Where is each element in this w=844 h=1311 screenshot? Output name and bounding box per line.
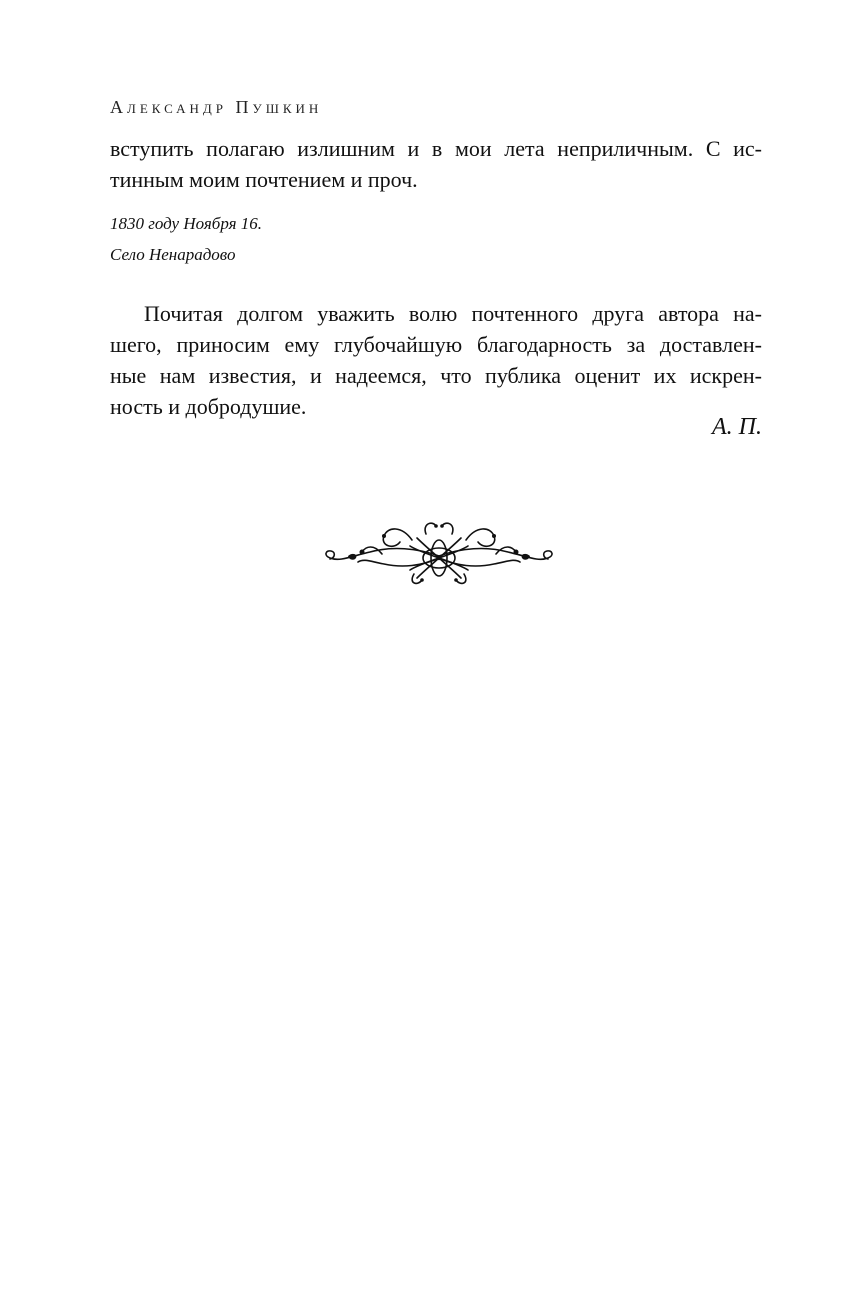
running-head: Александр Пушкин [110,97,323,117]
text-line: Почитая долгом уважить волю почтенного друга автора на- [144,301,762,326]
text-line: ность и добродушие. [110,394,307,419]
letter-date: 1830 году Ноября 16. [110,214,263,233]
paragraph-continuation [110,133,762,195]
text-line: вступить полагаю излишним и в мои лета неприличным. С ис- [110,136,762,161]
paragraph-afterword [110,298,762,422]
text-line: шего, приносим ему глубочайшую благодарность за доставлен- [110,332,762,357]
signature-initials: А. П. [712,414,762,440]
text-line: тинным моим почтением и проч. [110,167,418,192]
text-line: ные нам известия, и надеемся, что публика оценит их искрен- [110,363,762,388]
letter-place: Село Ненарадово [110,245,236,264]
floral-ornament-icon [322,518,556,588]
